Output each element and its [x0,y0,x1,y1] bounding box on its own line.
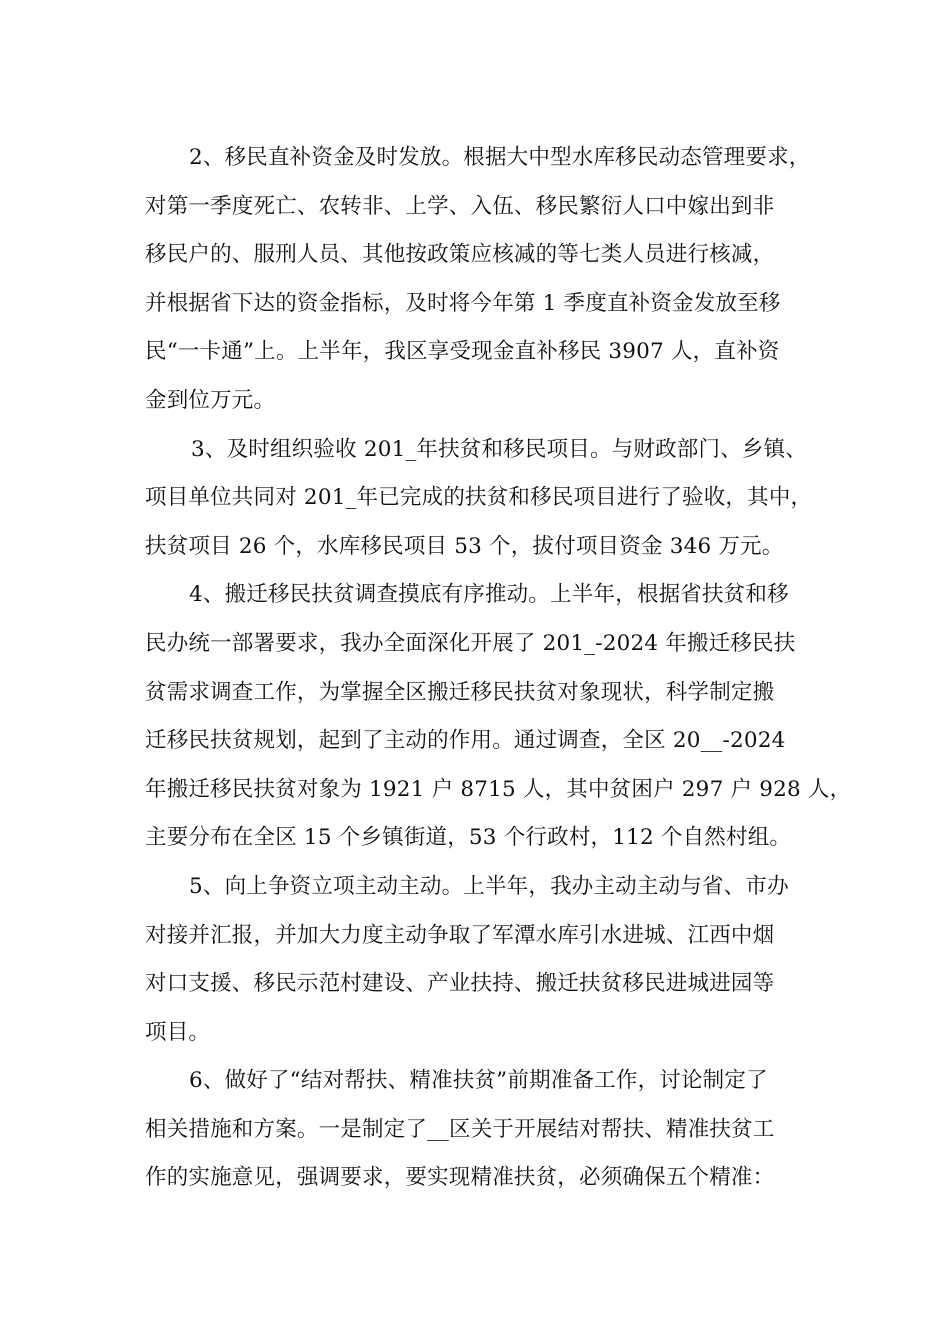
text-line: 相关措施和方案。一是制定了__区关于开展结对帮扶、精准扶贫工 [145,1116,775,1142]
text-line: 5、向上争资立项主动主动。上半年，我办主动主动与省、市办 [189,873,789,899]
text-line: 对口支援、移民示范村建设、产业扶持、搬迁扶贫移民进城进园等 [145,971,775,997]
text-line: 4、搬迁移民扶贫调查摸底有序推动。上半年，根据省扶贫和移 [189,582,789,608]
paragraph-5 [145,863,810,1057]
text-line: 扶贫项目 26 个，水库移民项目 53 个，拔付项目资金 346 万元。 [145,533,784,559]
text-line: 移民户的、服刑人员、其他按政策应核减的等七类人员进行核减， [145,242,775,268]
paragraph-6 [145,1057,810,1203]
text-line: 项目。 [145,1019,211,1045]
paragraph-2 [145,134,810,426]
paragraph-3 [145,426,813,572]
document-body [145,134,852,1203]
text-line: 迁移民扶贫规划，起到了主动的作用。通过调查，全区 20__-2024 [145,728,786,754]
text-line: 贫需求调查工作，为掌握全区搬迁移民扶贫对象现状，科学制定搬 [145,679,775,705]
text-line: 6、做好了“结对帮扶、精准扶贫”前期准备工作，讨论制定了 [189,1068,768,1094]
text-line: 2、移民直补资金及时发放。根据大中型水库移民动态管理要求， [189,145,811,170]
text-line: 对接并汇报，并加大力度主动争取了军潭水库引水进城、江西中烟 [145,922,775,948]
paragraph-4 [145,571,852,863]
text-line: 主要分布在全区 15 个乡镇街道，53 个行政村，112 个自然村组。 [145,825,792,851]
text-line: 民办统一部署要求，我办全面深化开展了 201_-2024 年搬迁移民扶 [145,630,796,656]
text-line: 民“一卡通”上。上半年，我区享受现金直补移民 3907 人，直补资 [145,339,780,365]
text-line: 并根据省下达的资金指标，及时将今年第 1 季度直补资金发放至移 [145,290,781,316]
text-line: 3、及时组织验收 201_年扶贫和移民项目。与财政部门、乡镇、 [191,436,808,462]
text-line: 作的实施意见，强调要求，要实现精准扶贫，必须确保五个精准： [145,1165,775,1191]
text-line: 金到位万元。 [145,387,276,413]
text-line: 年搬迁移民扶贫对象为 1921 户 8715 人，其中贫困户 297 户 928 人， [145,776,852,802]
text-line: 对第一季度死亡、农转非、上学、入伍、移民繁衍人口中嫁出到非 [145,193,775,219]
text-line: 项目单位共同对 201_年已完成的扶贫和移民项目进行了验收，其中， [145,485,813,511]
